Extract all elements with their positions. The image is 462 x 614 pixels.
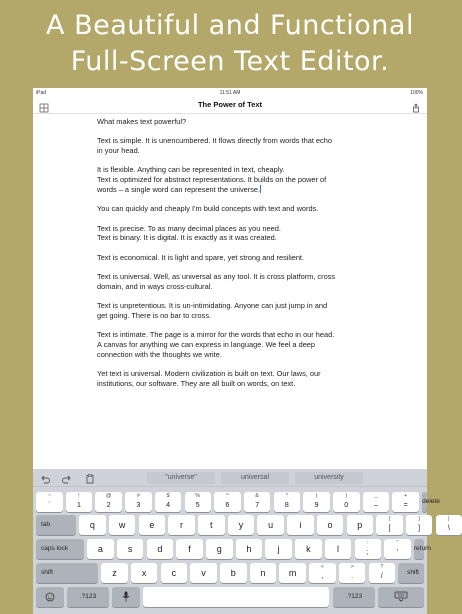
- tab-key[interactable]: tab: [36, 515, 76, 535]
- key-shift-label: (: [315, 493, 318, 499]
- key-number-8[interactable]: [274, 492, 301, 512]
- key-punct-2[interactable]: [369, 563, 396, 583]
- status-bar: [33, 88, 427, 98]
- key-shift-label: $: [166, 493, 170, 499]
- key-j[interactable]: j: [265, 539, 292, 559]
- share-icon[interactable]: [411, 100, 421, 110]
- headline-line-2: Full-Screen Text Editor.: [70, 46, 390, 77]
- text-line: Text is binary. It is digital. It is exactly as it was created.: [97, 233, 277, 243]
- key-g[interactable]: g: [206, 539, 233, 559]
- key-punct-1[interactable]: [339, 563, 366, 583]
- key-d[interactable]: d: [147, 539, 174, 559]
- suggestion-3[interactable]: university: [295, 472, 363, 484]
- key-s[interactable]: s: [117, 539, 144, 559]
- numbers-right-key[interactable]: .?123: [333, 587, 375, 607]
- document-paragraph: [97, 253, 367, 263]
- text-line: domain, and in ways cross-cultural.: [97, 281, 213, 291]
- key-main-label: /: [380, 573, 383, 580]
- key-o[interactable]: o: [317, 515, 344, 535]
- key-shift-label: #: [136, 493, 140, 499]
- key-shift-label: _: [374, 493, 378, 499]
- text-line: Yet text is universal. Modern civilization is built on text. Our laws, our: [97, 369, 321, 379]
- key-r[interactable]: r: [168, 515, 195, 535]
- key-number-0[interactable]: [36, 492, 63, 512]
- key-number-1[interactable]: [66, 492, 93, 512]
- key-main-label: 9: [314, 502, 319, 509]
- key-shift-label: >: [350, 564, 354, 570]
- text-line: words – a single word can represent the universe.: [97, 184, 261, 194]
- key-punct-0[interactable]: [309, 563, 336, 583]
- text-line: institutions, our software. They are all built on words, on text.: [97, 378, 296, 388]
- key-q[interactable]: q: [79, 515, 106, 535]
- document-paragraph: [97, 301, 367, 321]
- key-shift-label: &: [255, 493, 259, 499]
- return-key[interactable]: return: [414, 539, 424, 559]
- key-number-3[interactable]: [125, 492, 152, 512]
- key-number-7[interactable]: [244, 492, 271, 512]
- text-line: Text is universal. Well, as universal as any tool. It is cross platform, cross: [97, 271, 336, 281]
- document-paragraph: [97, 369, 367, 389]
- key-x[interactable]: x: [131, 563, 158, 583]
- text-line: It is flexible. Anything can be represented in text, cheaply.: [97, 165, 285, 175]
- numbers-left-key[interactable]: .?123: [67, 587, 109, 607]
- key-y[interactable]: y: [228, 515, 255, 535]
- suggestion-bar: [33, 469, 427, 487]
- key-shift-label: |: [448, 516, 450, 522]
- caps-lock-key[interactable]: caps lock: [36, 539, 84, 559]
- battery-indicator: 100%: [410, 90, 423, 96]
- key-shift-label: <: [320, 564, 324, 570]
- suggestion-1[interactable]: "universe": [147, 472, 215, 484]
- key-main-label: –: [373, 502, 378, 509]
- key-main-label: 4: [166, 502, 170, 509]
- shortcut-tools: [39, 472, 102, 490]
- key-shift-label: *: [285, 493, 288, 499]
- key-f[interactable]: f: [176, 539, 203, 559]
- key-number-6[interactable]: [214, 492, 241, 512]
- text-line: Text is optimized for abstract representations. It builds on the power of: [97, 175, 327, 185]
- navigation-bar: [33, 98, 427, 114]
- shift-left-key[interactable]: shift: [36, 563, 98, 583]
- key-main-label: ': [396, 549, 399, 556]
- key-main-label: 6: [225, 502, 230, 509]
- key-w[interactable]: w: [109, 515, 136, 535]
- text-line: You can quickly and cheaply I'm build concepts with text and words.: [97, 204, 319, 214]
- keyboard-hide-icon: [394, 591, 408, 602]
- key-main-label: ,: [321, 573, 324, 580]
- key-shift-label: ?: [380, 564, 384, 570]
- status-time: 11:51 AM: [219, 90, 241, 96]
- emoji-icon: [45, 592, 55, 602]
- document-paragraph: [97, 136, 367, 156]
- key-main-label: 5: [195, 502, 200, 509]
- redo-icon[interactable]: [61, 472, 73, 484]
- key-main-label: [: [388, 525, 391, 532]
- document-title: The Power of Text: [197, 100, 263, 109]
- undo-icon[interactable]: [39, 472, 51, 484]
- key-v[interactable]: v: [190, 563, 217, 583]
- emoji-key[interactable]: [36, 587, 64, 607]
- key-main-label: 8: [284, 502, 289, 509]
- text-line: Text is precise. To as many decimal places as you need.: [97, 223, 281, 233]
- key-number-5[interactable]: [185, 492, 212, 512]
- key-e[interactable]: e: [139, 515, 166, 535]
- key-main-label: 2: [106, 502, 111, 509]
- key-b[interactable]: b: [220, 563, 247, 583]
- key-number-10[interactable]: [333, 492, 360, 512]
- key-k[interactable]: k: [295, 539, 322, 559]
- key-main-label: \: [447, 525, 450, 532]
- key-quote-0[interactable]: [355, 539, 382, 559]
- key-shift-label: +: [404, 493, 408, 499]
- text-line: get going. There is no bar to cross.: [97, 310, 212, 320]
- document-paragraph: [97, 204, 367, 214]
- carrier-label: iPad: [36, 90, 47, 96]
- key-p[interactable]: p: [347, 515, 374, 535]
- key-main-label: .: [351, 573, 354, 580]
- ipad-screen: [33, 88, 450, 614]
- key-i[interactable]: i: [287, 515, 314, 535]
- key-shift-label: ": [396, 540, 399, 546]
- key-number-9[interactable]: [303, 492, 330, 512]
- space-bar[interactable]: [143, 587, 329, 607]
- delete-key[interactable]: delete: [422, 492, 427, 512]
- key-a[interactable]: a: [87, 539, 114, 559]
- document-paragraph: [97, 117, 367, 127]
- document-paragraph: [97, 165, 367, 194]
- document-paragraph: [97, 272, 367, 292]
- headline-line-1: A Beautiful and Functional: [46, 10, 414, 41]
- text-line: Text is intimate. The page is a mirror for the words that echo in our head.: [97, 330, 335, 340]
- key-main-label: 3: [136, 502, 141, 509]
- key-main-label: ;: [366, 549, 369, 556]
- text-line: in your head.: [97, 146, 140, 156]
- suggestion-2[interactable]: universal: [221, 472, 289, 484]
- key-number-11[interactable]: [363, 492, 390, 512]
- key-bracket-0[interactable]: [376, 515, 403, 535]
- key-shift-label: :: [366, 540, 369, 546]
- key-shift-label: %: [195, 493, 201, 499]
- key-shift-label: ): [345, 493, 348, 499]
- document-body[interactable]: [97, 117, 367, 398]
- key-main-label: 0: [344, 502, 349, 509]
- key-bracket-1[interactable]: [406, 515, 433, 535]
- key-main-label: `: [48, 502, 51, 509]
- key-shift-label: ~: [47, 493, 51, 499]
- key-l[interactable]: l: [325, 539, 352, 559]
- text-line: Text is simple. It is unencumbered. It flows directly from words that echo: [97, 136, 332, 146]
- key-number-4[interactable]: [155, 492, 182, 512]
- keyboard: [33, 469, 450, 614]
- text-line: What makes text powerful?: [97, 117, 187, 126]
- key-t[interactable]: t: [198, 515, 225, 535]
- text-line: Text is economical. It is light and spare, yet strong and resilient.: [97, 252, 305, 262]
- key-shift-label: !: [78, 493, 80, 499]
- key-shift-label: {: [388, 516, 391, 522]
- key-z[interactable]: z: [101, 563, 128, 583]
- key-c[interactable]: c: [161, 563, 188, 583]
- document-paragraph: [97, 330, 367, 359]
- key-main-label: 7: [255, 502, 260, 509]
- key-main-label: 1: [76, 502, 81, 509]
- microphone-icon: [122, 591, 130, 602]
- paste-icon[interactable]: [84, 472, 96, 484]
- key-main-label: ]: [418, 525, 421, 532]
- shift-right-key[interactable]: shift: [398, 563, 424, 583]
- text-cursor: [260, 185, 261, 193]
- key-shift-label: ^: [226, 493, 229, 499]
- text-line: connection with the thoughts we write.: [97, 349, 222, 359]
- key-shift-label: @: [105, 493, 112, 499]
- key-u[interactable]: u: [257, 515, 284, 535]
- key-number-12[interactable]: [392, 492, 419, 512]
- document-paragraph: [97, 224, 367, 244]
- key-shift-label: }: [418, 516, 421, 522]
- key-m[interactable]: m: [279, 563, 306, 583]
- key-quote-1[interactable]: [384, 539, 411, 559]
- key-n[interactable]: n: [250, 563, 277, 583]
- key-bracket-2[interactable]: [436, 515, 462, 535]
- hide-keyboard-key[interactable]: [378, 587, 424, 607]
- text-line: A canvas for anything we can express in language. We feel a deep: [97, 339, 316, 349]
- key-main-label: =: [403, 502, 408, 509]
- headline: [0, 8, 460, 80]
- text-line: Text is unpretentious. It is un-intimidating. Anyone can just jump in and: [97, 301, 328, 311]
- dictation-key[interactable]: [112, 587, 140, 607]
- key-h[interactable]: h: [236, 539, 263, 559]
- key-number-2[interactable]: [95, 492, 122, 512]
